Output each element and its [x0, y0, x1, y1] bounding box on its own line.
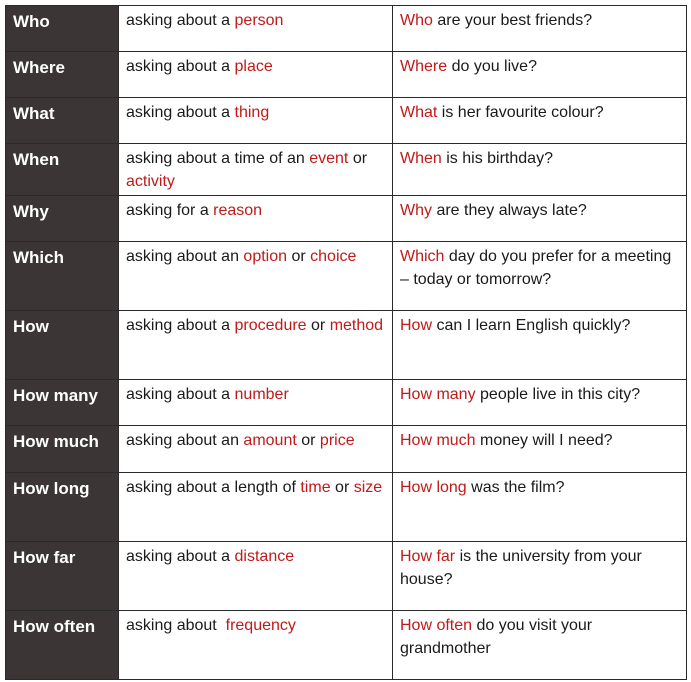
text-segment: was the film? [466, 479, 565, 496]
highlighted-text: event [309, 150, 349, 167]
text-segment: do you visit your grandmother [400, 617, 597, 657]
question-word-cell: How long [6, 473, 119, 542]
highlighted-text: place [234, 58, 273, 75]
highlighted-text: amount [243, 432, 297, 449]
highlighted-text: number [234, 386, 289, 403]
example-cell [393, 426, 687, 473]
text-segment: asking about a [126, 12, 235, 29]
highlighted-text: choice [310, 248, 357, 265]
table-row [6, 98, 687, 144]
example-cell [393, 542, 687, 611]
meaning-cell [119, 144, 393, 196]
example-cell [393, 611, 687, 680]
example-cell [393, 144, 687, 196]
text-segment: or [287, 248, 311, 265]
table-row [6, 144, 687, 196]
table-body [6, 6, 687, 680]
example-cell [393, 6, 687, 52]
text-segment: or [330, 479, 354, 496]
example-cell [393, 98, 687, 144]
question-word-cell: How many [6, 380, 119, 426]
highlighted-text: procedure [234, 317, 307, 334]
meaning-cell [119, 473, 393, 542]
text-segment: can I learn English quickly? [432, 317, 631, 334]
text-segment: do you live? [447, 58, 537, 75]
meaning-cell [119, 542, 393, 611]
question-words-table [5, 5, 687, 680]
text-segment: day do you prefer for a meeting – today or tomorrow? [400, 248, 676, 288]
text-segment: people live in this city? [475, 386, 641, 403]
text-segment: asking about [126, 617, 226, 634]
highlighted-text: option [243, 248, 288, 265]
text-segment: or [296, 432, 320, 449]
text-segment: asking for a [126, 202, 214, 219]
meaning-cell [119, 52, 393, 98]
text-segment: or [348, 150, 372, 167]
meaning-cell [119, 6, 393, 52]
table-row [6, 611, 687, 680]
text-segment: asking about a [126, 317, 235, 334]
meaning-cell [119, 426, 393, 473]
example-cell [393, 196, 687, 242]
highlighted-text: Why [400, 202, 432, 219]
highlighted-text: Where [400, 58, 448, 75]
question-word-cell: How far [6, 542, 119, 611]
text-segment: asking about a [126, 548, 235, 565]
question-word-cell: How often [6, 611, 119, 680]
highlighted-text: Which [400, 248, 445, 265]
table-row [6, 6, 687, 52]
text-segment: asking about a [126, 104, 235, 121]
example-cell [393, 473, 687, 542]
table-row [6, 52, 687, 98]
question-word-cell: How [6, 311, 119, 380]
question-word-cell: What [6, 98, 119, 144]
table-row [6, 426, 687, 473]
highlighted-text: How often [400, 617, 473, 634]
meaning-cell [119, 311, 393, 380]
highlighted-text: distance [234, 548, 295, 565]
question-word-cell: Why [6, 196, 119, 242]
text-segment: is her favourite colour? [437, 104, 604, 121]
meaning-cell [119, 380, 393, 426]
text-segment: is the university from your house? [400, 548, 647, 588]
meaning-cell [119, 242, 393, 311]
table-row [6, 311, 687, 380]
highlighted-text: size [353, 479, 383, 496]
highlighted-text: price [319, 432, 355, 449]
highlighted-text: When [400, 150, 442, 167]
highlighted-text: What [400, 104, 438, 121]
text-segment: are they always late? [432, 202, 587, 219]
example-cell [393, 311, 687, 380]
meaning-cell [119, 98, 393, 144]
highlighted-text: How [400, 317, 433, 334]
meaning-cell [119, 611, 393, 680]
meaning-cell [119, 196, 393, 242]
text-segment: are your best friends? [432, 12, 593, 29]
question-word-cell: How much [6, 426, 119, 473]
table-row [6, 196, 687, 242]
text-segment: asking about an [126, 432, 244, 449]
highlighted-text: frequency [225, 617, 296, 634]
highlighted-text: person [234, 12, 284, 29]
text-segment: or [306, 317, 330, 334]
example-cell [393, 242, 687, 311]
table-row [6, 542, 687, 611]
text-segment: money will I need? [475, 432, 613, 449]
example-cell [393, 52, 687, 98]
text-segment: asking about an [126, 248, 244, 265]
highlighted-text: How long [400, 479, 467, 496]
question-word-cell: Who [6, 6, 119, 52]
table-row [6, 380, 687, 426]
text-segment: asking about a [126, 386, 235, 403]
highlighted-text: Who [400, 12, 433, 29]
text-segment: asking about a [126, 58, 235, 75]
text-segment: is his birthday? [441, 150, 553, 167]
table-row [6, 473, 687, 542]
text-segment: asking about a time of an [126, 150, 310, 167]
table-row [6, 242, 687, 311]
question-word-cell: Which [6, 242, 119, 311]
highlighted-text: How many [400, 386, 476, 403]
highlighted-text: time [300, 479, 331, 496]
example-cell [393, 380, 687, 426]
question-word-cell: Where [6, 52, 119, 98]
highlighted-text: method [329, 317, 384, 334]
highlighted-text: activity [126, 173, 175, 190]
question-words-table-wrapper [5, 5, 687, 680]
highlighted-text: How much [400, 432, 476, 449]
highlighted-text: How far [400, 548, 456, 565]
highlighted-text: reason [213, 202, 263, 219]
question-word-cell: When [6, 144, 119, 196]
text-segment: asking about a length of [126, 479, 301, 496]
highlighted-text: thing [234, 104, 270, 121]
